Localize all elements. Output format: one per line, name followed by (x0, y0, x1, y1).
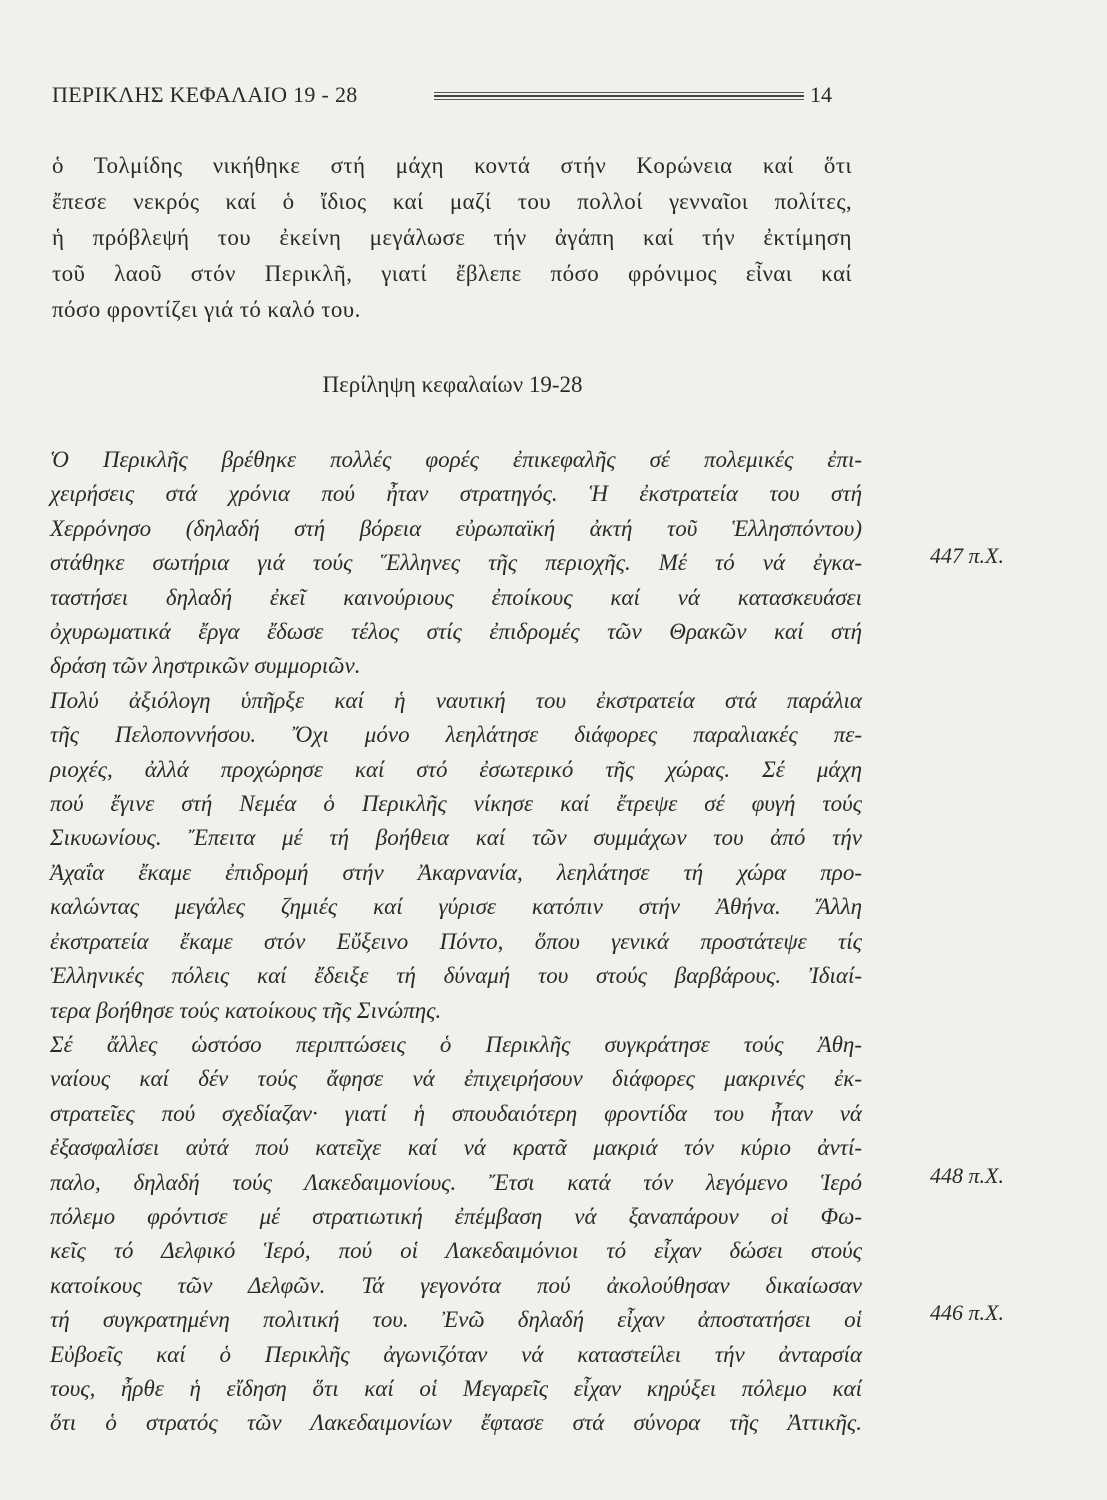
page-number: 14 (810, 82, 832, 107)
text-line: παλο, δηλαδή τούς Λακεδαιμονίους. Ἔτσι κατά τόν λεγόμενο Ἱερό (50, 1169, 862, 1195)
intro-paragraph (52, 148, 852, 328)
text-line: Ἑλληνικές πόλεις καί ἔδειξε τή δύναμή του στούς βαρβάρους. Ἰδιαί- (50, 963, 862, 989)
text-line: Εὐβοεῖς καί ὁ Περικλῆς ἀγωνιζόταν νά καταστείλει τήν ἀνταρσία (50, 1341, 862, 1367)
text-line: ἐκστρατεία ἔκαμε στόν Εὔξεινο Πόντο, ὅπου γενικά προστάτεψε τίς (50, 928, 862, 954)
text-line: πού ἔγινε στή Νεμέα ὁ Περικλῆς νίκησε καί ἔτρεψε σέ φυγή τούς (50, 791, 862, 817)
section-heading: Περίληψη κεφαλαίων 19-28 (322, 372, 583, 397)
text-line: Σέ ἄλλες ὡστόσο περιπτώσεις ὁ Περικλῆς συγκράτησε τούς Ἀθη- (50, 1031, 862, 1057)
text-line: ναίους καί δέν τούς ἄφησε νά ἐπιχειρήσουν διάφορες μακρινές ἐκ- (50, 1066, 862, 1092)
text-line: ἔπεσε νεκρός καί ὁ ἴδιος καί μαζί του πολλοί γενναῖοι πολίτες, (52, 189, 852, 214)
text-line: ὁ Τολμίδης νικήθηκε στή μάχη κοντά στήν Κορώνεια καί ὅτι (52, 153, 852, 178)
text-line: ὀχυρωματικά ἔργα ἔδωσε τέλος στίς ἐπιδρομές τῶν Θρακῶν καί στή (50, 619, 862, 645)
margin-date: 447 π.Χ. (930, 543, 1004, 568)
header-rule (434, 99, 804, 100)
text-line: δράση τῶν ληστρικῶν συμμοριῶν. (50, 653, 361, 679)
text-line: χειρήσεις στά χρόνια πού ἦταν στρατηγός. Ἡ ἐκστρατεία του στή (50, 481, 862, 507)
text-line: Ἀχαΐα ἔκαμε ἐπιδρομή στήν Ἀκαρνανία, λεηλάτησε τή χώρα προ- (50, 859, 862, 885)
header-rule (434, 92, 804, 93)
text-line: ὅτι ὁ στρατός τῶν Λακεδαιμονίων ἔφτασε στά σύνορα τῆς Ἀττικῆς. (50, 1410, 862, 1436)
summary-text (50, 443, 862, 1441)
text-line: τερα βοήθησε τούς κατοίκους τῆς Σινώπης. (50, 997, 442, 1023)
text-line: κατοίκους τῶν Δελφῶν. Τά γεγονότα πού ἀκολούθησαν δικαίωσαν (50, 1272, 862, 1298)
text-line: Ὁ Περικλῆς βρέθηκε πολλές φορές ἐπικεφαλῆς σέ πολεμικές ἐπι- (50, 447, 862, 472)
text-line: Σικυωνίους. Ἔπειτα μέ τή βοήθεια καί τῶν συμμάχων του ἀπό τήν (50, 825, 862, 851)
margin-date: 448 π.Χ. (930, 1163, 1004, 1188)
running-header (52, 82, 832, 112)
margin-date: 446 π.Χ. (930, 1300, 1004, 1325)
text-line: τῆς Πελοποννήσου. Ὄχι μόνο λεηλάτησε διάφορες παραλιακές πε- (50, 722, 862, 748)
header-rule (434, 95, 804, 97)
text-line: καλώντας μεγάλες ζημιές καί γύρισε κατόπιν στήν Ἀθήνα. Ἄλλη (50, 894, 862, 920)
text-line: τή συγκρατημένη πολιτική του. Ἐνῶ δηλαδή εἶχαν ἀποστατήσει οἱ (50, 1307, 862, 1333)
text-line: τους, ἦρθε ἡ εἴδηση ὅτι καί οἱ Μεγαρεῖς εἶχαν κηρύξει πόλεμο καί (50, 1375, 862, 1401)
text-line: τοῦ λαοῦ στόν Περικλῆ, γιατί ἔβλεπε πόσο φρόνιμος εἶναι καί (52, 261, 852, 286)
text-line: Χερρόνησο (δηλαδή στή βόρεια εὐρωπαϊκή ἀκτή τοῦ Ἑλλησπόντου) (50, 515, 862, 541)
text-line: ἡ πρόβλεψή του ἐκείνη μεγάλωσε τήν ἀγάπη καί τήν ἐκτίμηση (52, 225, 852, 250)
text-line: ἐξασφαλίσει αὐτά πού κατεῖχε καί νά κρατᾶ μακριά τόν κύριο ἀντί- (50, 1135, 862, 1161)
text-line: στάθηκε σωτήρια γιά τούς Ἕλληνες τῆς περιοχῆς. Μέ τό νά ἐγκα- (50, 550, 862, 576)
text-line: ταστήσει δηλαδή ἐκεῖ καινούριους ἐποίκους καί νά κατασκευάσει (50, 584, 862, 610)
text-line: κεῖς τό Δελφικό Ἱερό, πού οἱ Λακεδαιμόνιοι τό εἶχαν δώσει στούς (50, 1238, 862, 1264)
text-line: Πολύ ἀξιόλογη ὑπῆρξε καί ἡ ναυτική του ἐκστρατεία στά παράλια (50, 687, 862, 713)
header-title: ΠΕΡΙΚΛΗΣ ΚΕΦΑΛΑΙΟ 19 - 28 (52, 82, 358, 107)
text-line: στρατεῖες πού σχεδίαζαν· γιατί ἡ σπουδαιότερη φροντίδα του ἦταν νά (50, 1100, 862, 1126)
text-line: ριοχές, ἀλλά προχώρησε καί στό ἐσωτερικό τῆς χώρας. Σέ μάχη (50, 756, 862, 782)
text-line: πόλεμο φρόντισε μέ στρατιωτική ἐπέμβαση νά ξαναπάρουν οἱ Φω- (50, 1203, 862, 1229)
text-line: πόσο φροντίζει γιά τό καλό του. (52, 297, 361, 322)
